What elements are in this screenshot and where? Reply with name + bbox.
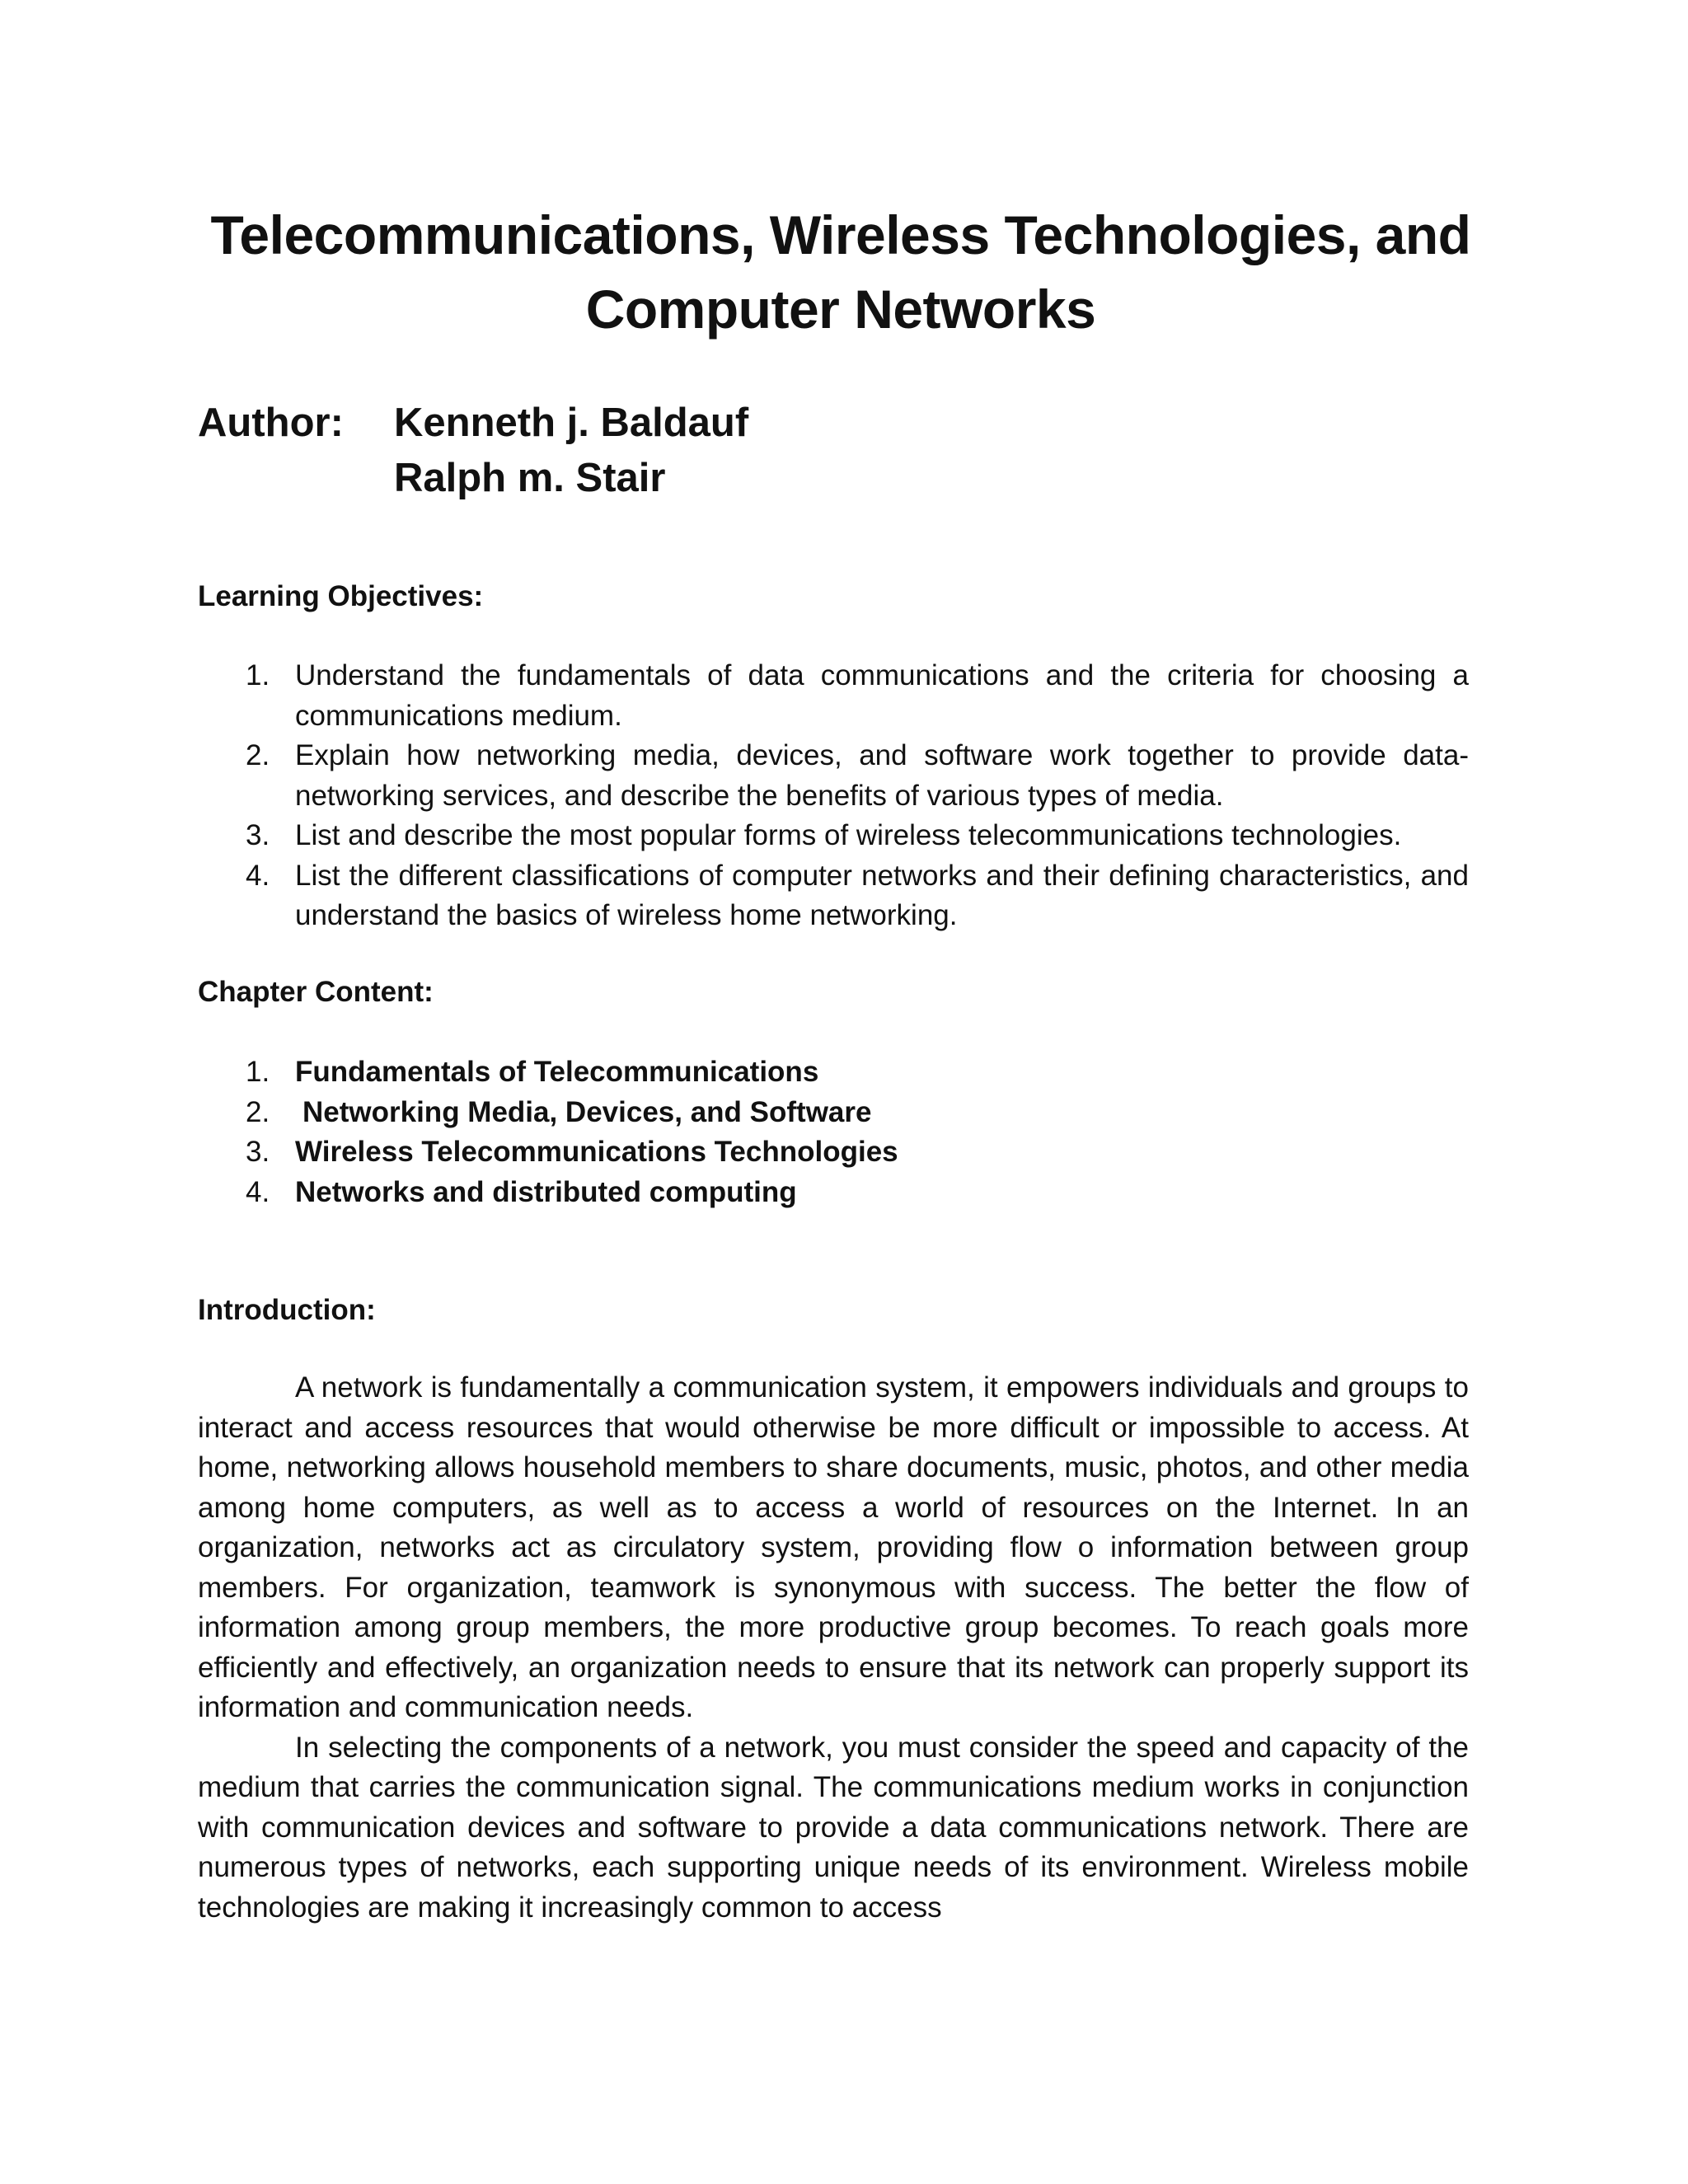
- list-text: Networks and distributed computing: [295, 1175, 797, 1208]
- author-name: Ralph m. Stair: [394, 456, 666, 500]
- author-label: Author:: [198, 401, 344, 445]
- learning-objectives-heading: Learning Objectives:: [198, 580, 484, 612]
- list-text: Explain how networking media, devices, and software work together to provide data-networking services, and describe the benefits of various types of media.: [295, 739, 1469, 812]
- list-text: Wireless Telecommunications Technologies: [295, 1136, 898, 1168]
- list-text: Fundamentals of Telecommunications: [295, 1056, 819, 1088]
- chapter-content-heading: Chapter Content:: [198, 976, 434, 1008]
- list-item: [198, 1173, 1469, 1213]
- list-text: List and describe the most popular forms of wireless telecommunications technologies.: [295, 819, 1402, 851]
- list-number: 1.: [246, 659, 270, 691]
- list-number: 1.: [246, 1056, 270, 1088]
- list-item: [198, 816, 1469, 856]
- list-item: [198, 1052, 1469, 1093]
- introduction-body: [198, 1368, 1469, 1928]
- list-item: [198, 736, 1469, 816]
- list-text: List the different classifications of computer networks and their defining characteristics, and understand the basics of wireless home networking.: [295, 859, 1469, 931]
- chapter-content-list: [198, 1052, 1469, 1212]
- paragraph: A network is fundamentally a communication system, it empowers individuals and groups to interact and access resources that would otherwise be more difficult or impossible to access. At home, networking allows household members to share documents, music, photos, and other media among home computers, as well as to access a world of resources on the Internet. In an organization, networks act as circulatory system, providing flow o information between group members. For organization, teamwork is synonymous with success. The better the flow of information among group members, the more productive group becomes. To reach goals more efficiently and effectively, an organization needs to ensure that its network can properly support its information and communication needs.: [198, 1371, 1469, 1723]
- list-text: Understand the fundamentals of data communications and the criteria for choosing a communications medium.: [295, 659, 1469, 732]
- learning-objectives-list: [198, 656, 1469, 936]
- list-number: 3.: [246, 1136, 270, 1168]
- author-name: Kenneth j. Baldauf: [394, 401, 749, 445]
- list-text: Networking Media, Devices, and Software: [302, 1095, 872, 1128]
- title-line-2: Computer Networks: [585, 279, 1096, 340]
- list-number: 2.: [246, 739, 270, 771]
- author-names: [394, 396, 748, 506]
- list-item: [198, 1093, 1469, 1133]
- paragraph: In selecting the components of a network, you must consider the speed and capacity of the medium that carries the communication signal. The communications medium works in conjunction with communication devices and software to provide a data communications network. There are numerous types of networks, each supporting unique needs of its environment. Wireless mobile technologies are making it increasingly common to access: [198, 1731, 1469, 1924]
- introduction-heading: Introduction:: [198, 1294, 376, 1326]
- list-number: 2.: [246, 1095, 270, 1128]
- document-title: [157, 198, 1525, 346]
- list-item: [198, 656, 1469, 736]
- list-item: [198, 856, 1469, 936]
- title-line-1: Telecommunications, Wireless Technologies, and: [210, 204, 1471, 265]
- list-number: 3.: [246, 819, 270, 851]
- list-number: 4.: [246, 1175, 270, 1208]
- list-item: [198, 1132, 1469, 1173]
- list-number: 4.: [246, 859, 270, 892]
